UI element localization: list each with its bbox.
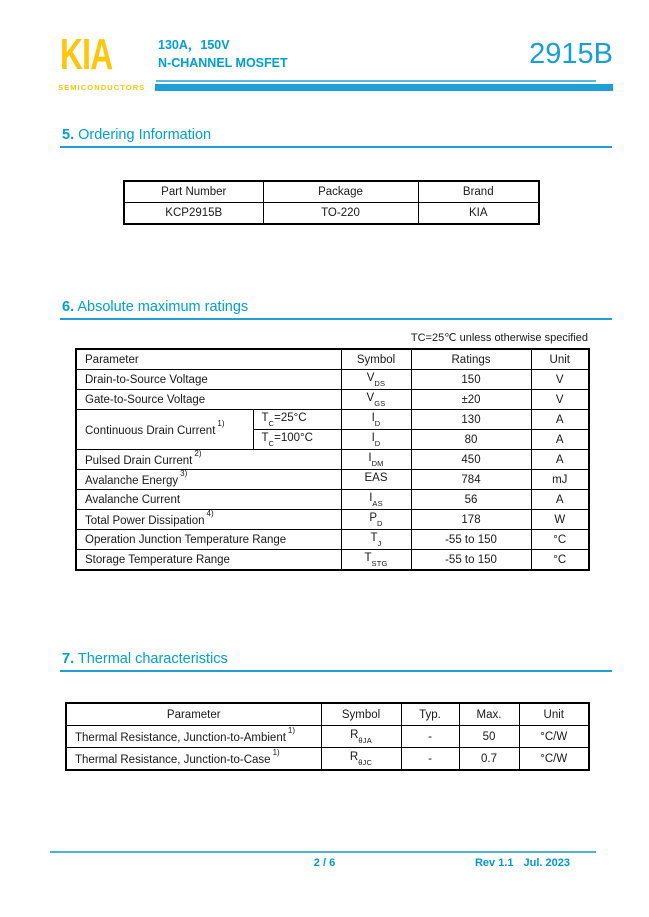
table-row [76,450,589,470]
unit-cell: A [531,490,589,510]
section-6-heading [62,299,248,315]
typ-cell: - [401,726,459,748]
unit-cell: °C/W [519,726,589,748]
revision-label: Rev 1.1 [474,857,514,869]
column-header: Symbol [321,703,401,726]
footnote-ref: 1) [287,726,296,736]
param-cell: Storage Temperature Range [76,550,341,571]
symbol-cell: EAS [341,470,411,490]
table-row [76,410,589,430]
brand-cell: KIA [418,203,539,225]
symbol-cell: $I_D$ [341,430,411,450]
unit-cell: W [531,510,589,530]
device-summary [158,36,288,72]
param-cell: Avalanche Energy$^{3)}$ [76,470,341,490]
footer-rule [50,851,596,853]
section-7-rule [60,670,612,672]
table-row [66,748,589,771]
column-header: Parameter [66,703,321,726]
symbol-cell: $I_{DM}$ [341,450,411,470]
param-cell: Thermal Resistance, Junction-to-Ambient$^{1)}$ [66,726,321,748]
param-cell: Operation Junction Temperature Range [76,530,341,550]
table-header-row [66,703,589,726]
thermal-table [65,702,590,771]
section-5-heading [62,127,211,143]
rating-cell: 80 [411,430,531,450]
table-row [76,470,589,490]
condition-cell: $T_C=100^\circ C$ [253,430,341,450]
footnote-ref: 3) [180,469,188,479]
table-row [76,390,589,410]
section-5-title: Ordering Information [78,127,212,143]
part-number-title: 2915B [529,38,613,70]
symbol-cell: $V_{GS}$ [341,390,411,410]
unit-cell: A [531,410,589,430]
rating-cell: ±20 [411,390,531,410]
param-cell: Pulsed Drain Current$^{2)}$ [76,450,341,470]
column-header: Unit [531,349,589,370]
rating-cell: 130 [411,410,531,430]
section-6-rule [60,318,612,320]
rating-cell: -55 to 150 [411,530,531,550]
column-header: Package [263,181,418,203]
symbol-cell: $T_{STG}$ [341,550,411,571]
table-row [76,550,589,571]
column-header: Part Number [124,181,263,203]
typ-cell: - [401,748,459,771]
table-header-row [76,349,589,370]
footer-page-number: 2 / 6 [313,857,336,869]
symbol-cell: $T_J$ [341,530,411,550]
footnote-ref: 4) [206,509,214,519]
column-header: Symbol [341,349,411,370]
table-row [76,530,589,550]
device-rating-line: 130A，150V [158,38,230,52]
footnote-ref: 1) [217,419,225,429]
rating-cell: -55 to 150 [411,550,531,571]
unit-cell: A [531,430,589,450]
section-7-number: 7. [62,651,75,667]
logo-subtext: SEMICONDUCTORS [58,83,146,92]
device-type-line: N-CHANNEL MOSFET [158,56,288,70]
column-header: Parameter [76,349,341,370]
header-rule-thin [156,80,596,82]
symbol-cell: $R_{\theta JC}$ [321,748,401,771]
condition-cell: $T_C=25^\circ C$ [253,410,341,430]
rating-cell: 450 [411,450,531,470]
column-header: Max. [459,703,519,726]
rating-cell: 784 [411,470,531,490]
abs-max-ratings-table [75,348,590,571]
unit-cell: V [531,370,589,390]
rating-cell: 56 [411,490,531,510]
param-cell: Total Power Dissipation$^{4)}$ [76,510,341,530]
section-6-title: Absolute maximum ratings [77,299,249,315]
symbol-cell: $R_{\theta JA}$ [321,726,401,748]
param-cell: Thermal Resistance, Junction-to-Case$^{1)}$ [66,748,321,771]
column-header: Unit [519,703,589,726]
footnote-ref: 1) [272,748,280,758]
section-7-heading [62,651,228,667]
rating-cell: 178 [411,510,531,530]
revision-date: Jul. 2023 [523,857,570,869]
ordering-table [123,180,540,225]
part-number-cell: KCP2915B [124,203,263,225]
symbol-cell: $I_{AS}$ [341,490,411,510]
kia-logo: KIA [60,30,113,79]
header-rule-thick [155,84,613,91]
param-cell: Drain-to-Source Voltage [76,370,341,390]
table-row [66,726,589,748]
symbol-cell: $P_D$ [341,510,411,530]
rating-cell: 150 [411,370,531,390]
unit-cell: °C/W [519,748,589,771]
param-cell: Avalanche Current [76,490,341,510]
section-6-number: 6. [62,299,75,315]
column-header: Brand [418,181,539,203]
test-condition-note: TC=25℃ unless otherwise specified [410,332,588,344]
table-row [76,490,589,510]
section-5-rule [60,146,612,148]
unit-cell: °C [531,550,589,571]
max-cell: 0.7 [459,748,519,771]
param-cell: Gate-to-Source Voltage [76,390,341,410]
unit-cell: V [531,390,589,410]
symbol-cell: $I_D$ [341,410,411,430]
unit-cell: °C [531,530,589,550]
table-header-row [124,181,539,203]
symbol-cell: $V_{DS}$ [341,370,411,390]
footnote-ref: 2) [194,449,202,459]
table-row [76,510,589,530]
column-header: Typ. [401,703,459,726]
table-row [124,203,539,225]
max-cell: 50 [459,726,519,748]
unit-cell: mJ [531,470,589,490]
param-cell: Continuous Drain Current$^{1)}$ [76,410,253,450]
section-7-title: Thermal characteristics [77,651,228,667]
footer-revision [475,857,570,869]
column-header: Ratings [411,349,531,370]
section-5-number: 5. [62,127,75,143]
unit-cell: A [531,450,589,470]
package-cell: TO-220 [263,203,418,225]
table-row [76,370,589,390]
